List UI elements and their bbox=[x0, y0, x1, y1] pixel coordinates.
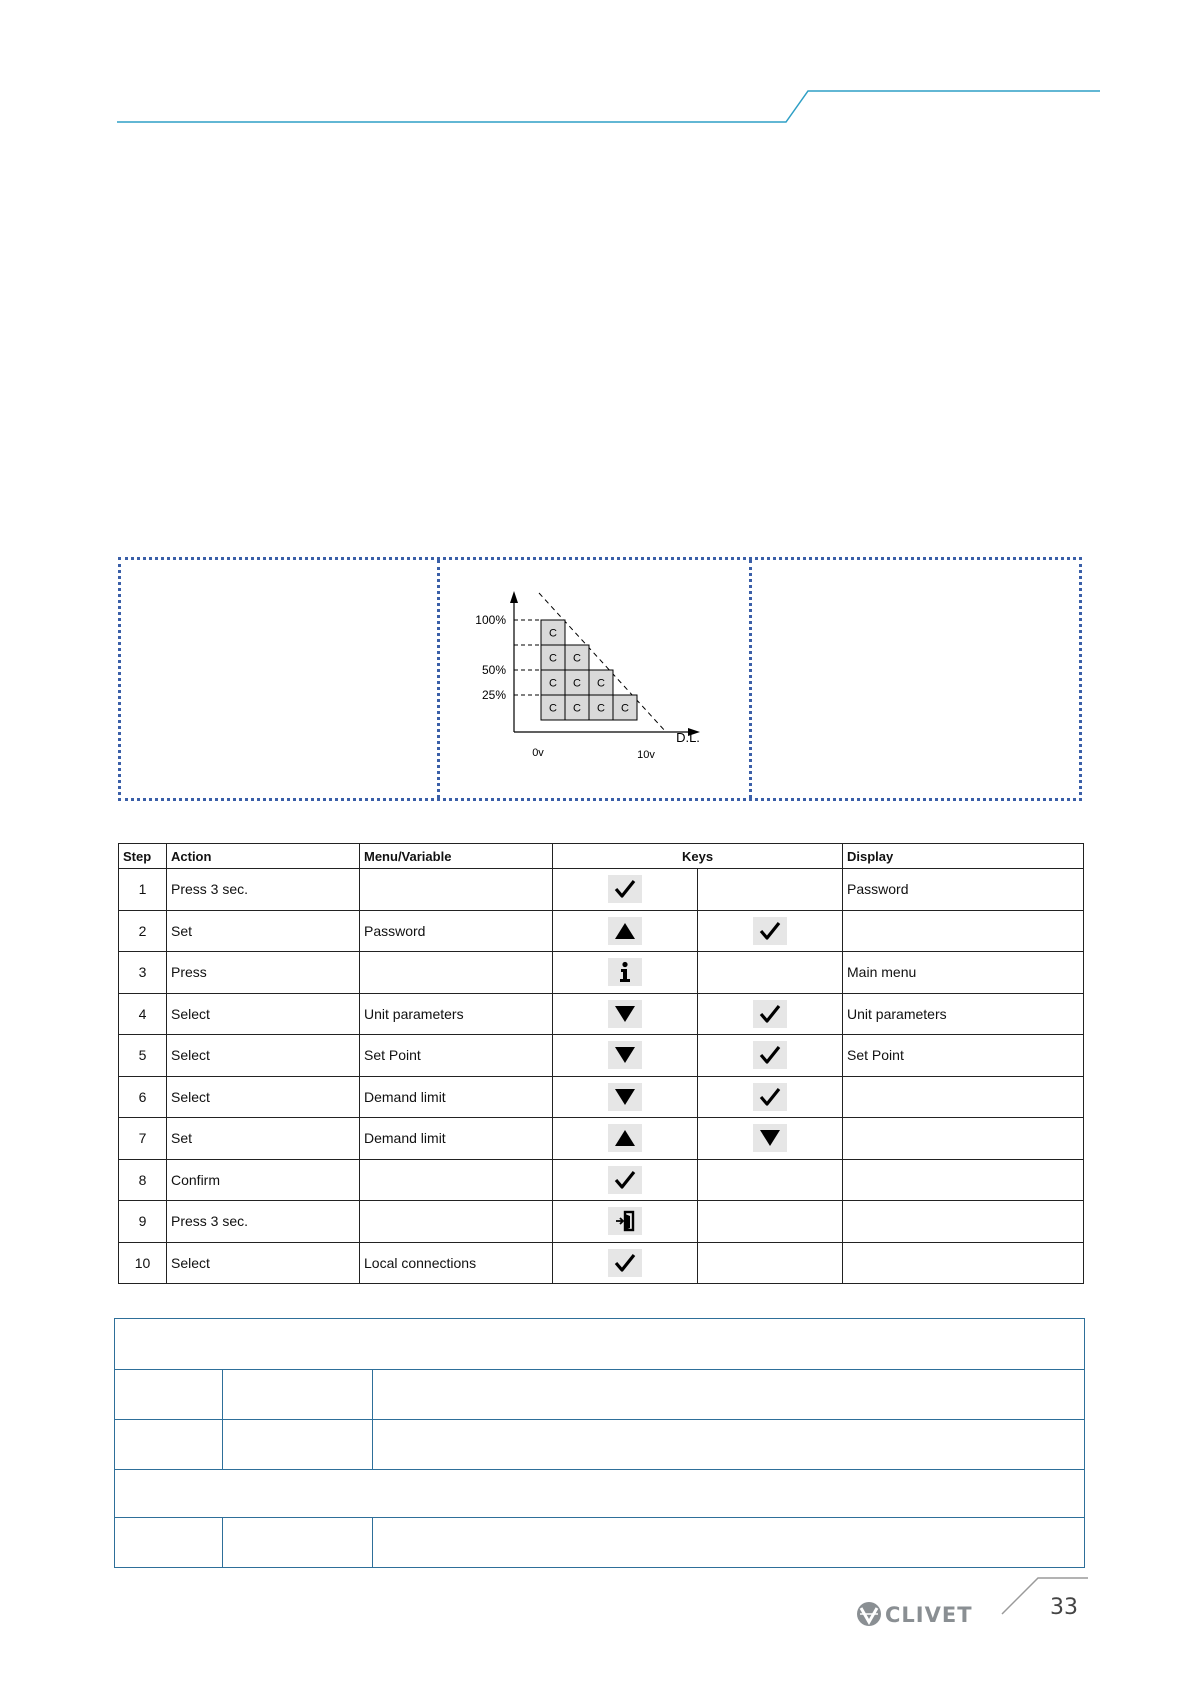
grid-cell bbox=[115, 1518, 223, 1568]
cell-menu-variable: Password bbox=[360, 910, 553, 952]
compressor-label: C bbox=[597, 677, 605, 690]
header-step: Step bbox=[119, 844, 167, 869]
grid-cell bbox=[373, 1370, 1085, 1420]
table-row bbox=[119, 1076, 1084, 1118]
table-row bbox=[119, 1118, 1084, 1160]
compressor-label: C bbox=[573, 652, 581, 665]
cell-display bbox=[843, 910, 1084, 952]
y-tick-label: 25% bbox=[481, 688, 506, 702]
cell-menu-variable bbox=[360, 869, 553, 911]
cell-key-primary bbox=[553, 869, 698, 911]
cell-key-secondary bbox=[698, 1201, 843, 1243]
cell-display: Password bbox=[843, 869, 1084, 911]
up-arrow-icon bbox=[608, 1124, 642, 1152]
cell-key-secondary bbox=[698, 993, 843, 1035]
cell-key-secondary bbox=[698, 1118, 843, 1160]
cell-menu-variable bbox=[360, 1201, 553, 1243]
check-icon bbox=[608, 1166, 642, 1194]
cell-menu-variable: Demand limit bbox=[360, 1118, 553, 1160]
up-arrow-icon bbox=[608, 917, 642, 945]
cell-display bbox=[843, 1159, 1084, 1201]
cell-step: 7 bbox=[119, 1118, 167, 1160]
cell-display: Unit parameters bbox=[843, 993, 1084, 1035]
grid-cell bbox=[115, 1470, 1085, 1518]
cell-key-primary bbox=[553, 910, 698, 952]
cell-action: Press 3 sec. bbox=[167, 1201, 360, 1243]
cell-step: 1 bbox=[119, 869, 167, 911]
cell-action: Set bbox=[167, 1118, 360, 1160]
cell-key-primary bbox=[553, 1076, 698, 1118]
cell-action: Select bbox=[167, 1035, 360, 1077]
cell-step: 3 bbox=[119, 952, 167, 994]
table-row bbox=[119, 993, 1084, 1035]
cell-menu-variable: Unit parameters bbox=[360, 993, 553, 1035]
y-tick-label: 50% bbox=[481, 663, 506, 677]
down-arrow-icon bbox=[608, 1083, 642, 1111]
grid-cell bbox=[115, 1319, 1085, 1370]
table-row bbox=[119, 1035, 1084, 1077]
compressor-label: C bbox=[597, 702, 605, 715]
cell-menu-variable: Local connections bbox=[360, 1242, 553, 1284]
cell-key-secondary bbox=[698, 869, 843, 911]
table-row bbox=[119, 1201, 1084, 1243]
cell-display bbox=[843, 1201, 1084, 1243]
procedure-table bbox=[118, 843, 1084, 1284]
header-action: Action bbox=[167, 844, 360, 869]
compressor-label: C bbox=[621, 702, 629, 715]
grid-header-row bbox=[115, 1319, 1085, 1370]
cell-key-secondary bbox=[698, 1035, 843, 1077]
grid-row bbox=[115, 1420, 1085, 1470]
table-row bbox=[119, 1242, 1084, 1284]
page-number: 33 bbox=[1050, 1595, 1078, 1620]
cell-key-primary bbox=[553, 952, 698, 994]
compressor-label: C bbox=[549, 652, 557, 665]
check-icon bbox=[608, 875, 642, 903]
cell-display: Main menu bbox=[843, 952, 1084, 994]
x-tick-label: 10v bbox=[637, 749, 655, 761]
cell-step: 4 bbox=[119, 993, 167, 1035]
cell-key-primary bbox=[553, 1035, 698, 1077]
y-tick-label: 100% bbox=[475, 613, 506, 627]
check-icon bbox=[753, 1041, 787, 1069]
cell-action: Select bbox=[167, 1242, 360, 1284]
compressor-label: C bbox=[573, 677, 581, 690]
check-icon bbox=[753, 1000, 787, 1028]
cell-action: Press bbox=[167, 952, 360, 994]
x-axis-label: D.L. bbox=[676, 730, 700, 745]
cell-action: Select bbox=[167, 993, 360, 1035]
table-row bbox=[119, 869, 1084, 911]
compressor-label: C bbox=[549, 677, 557, 690]
cell-menu-variable bbox=[360, 952, 553, 994]
cell-step: 8 bbox=[119, 1159, 167, 1201]
header-menu-variable: Menu/Variable bbox=[360, 844, 553, 869]
cell-display bbox=[843, 1118, 1084, 1160]
down-arrow-icon bbox=[608, 1000, 642, 1028]
cell-key-primary bbox=[553, 1159, 698, 1201]
check-icon bbox=[608, 1249, 642, 1277]
table-header-row bbox=[119, 844, 1084, 869]
grid-header-row bbox=[115, 1470, 1085, 1518]
compressor-label: C bbox=[573, 702, 581, 715]
cell-step: 9 bbox=[119, 1201, 167, 1243]
cell-key-primary bbox=[553, 1242, 698, 1284]
grid-cell bbox=[373, 1518, 1085, 1568]
y-axis-arrow bbox=[510, 591, 518, 603]
x-tick-label: 0v bbox=[532, 747, 544, 759]
cell-step: 10 bbox=[119, 1242, 167, 1284]
table-row bbox=[119, 910, 1084, 952]
grid-cell bbox=[373, 1420, 1085, 1470]
cell-display bbox=[843, 1242, 1084, 1284]
cell-step: 5 bbox=[119, 1035, 167, 1077]
grid-cell bbox=[115, 1420, 223, 1470]
header-keys: Keys bbox=[553, 844, 843, 869]
cell-key-primary bbox=[553, 993, 698, 1035]
header-display: Display bbox=[843, 844, 1084, 869]
cell-menu-variable bbox=[360, 1159, 553, 1201]
check-icon bbox=[753, 917, 787, 945]
check-icon bbox=[753, 1083, 787, 1111]
down-arrow-icon bbox=[608, 1041, 642, 1069]
table-row bbox=[119, 952, 1084, 994]
cell-key-secondary bbox=[698, 1076, 843, 1118]
cell-key-primary bbox=[553, 1201, 698, 1243]
cell-action: Select bbox=[167, 1076, 360, 1118]
clivet-logo bbox=[855, 1596, 985, 1632]
demand-limit-chart bbox=[456, 585, 726, 775]
grid-cell bbox=[223, 1370, 373, 1420]
grid-cell bbox=[223, 1518, 373, 1568]
cell-menu-variable: Set Point bbox=[360, 1035, 553, 1077]
parameter-grid bbox=[114, 1318, 1085, 1568]
cell-key-primary bbox=[553, 1118, 698, 1160]
header-rule bbox=[0, 0, 1191, 140]
compressor-label: C bbox=[549, 627, 557, 640]
cell-step: 6 bbox=[119, 1076, 167, 1118]
cell-display: Set Point bbox=[843, 1035, 1084, 1077]
info-icon bbox=[608, 958, 642, 986]
cell-action: Set bbox=[167, 910, 360, 952]
cell-key-secondary bbox=[698, 952, 843, 994]
table-row bbox=[119, 1159, 1084, 1201]
compressor-label: C bbox=[549, 702, 557, 715]
cell-step: 2 bbox=[119, 910, 167, 952]
grid-cell bbox=[223, 1420, 373, 1470]
panel-divider-left bbox=[437, 560, 440, 798]
cell-key-secondary bbox=[698, 910, 843, 952]
down-arrow-icon bbox=[753, 1124, 787, 1152]
cell-key-secondary bbox=[698, 1159, 843, 1201]
panel-divider-right bbox=[749, 560, 752, 798]
grid-row bbox=[115, 1518, 1085, 1568]
brand-name: CLIVET bbox=[885, 1603, 973, 1627]
cell-display bbox=[843, 1076, 1084, 1118]
grid-row bbox=[115, 1370, 1085, 1420]
cell-action: Confirm bbox=[167, 1159, 360, 1201]
exit-icon bbox=[608, 1207, 642, 1235]
cell-key-secondary bbox=[698, 1242, 843, 1284]
cell-action: Press 3 sec. bbox=[167, 869, 360, 911]
grid-cell bbox=[115, 1370, 223, 1420]
cell-menu-variable: Demand limit bbox=[360, 1076, 553, 1118]
